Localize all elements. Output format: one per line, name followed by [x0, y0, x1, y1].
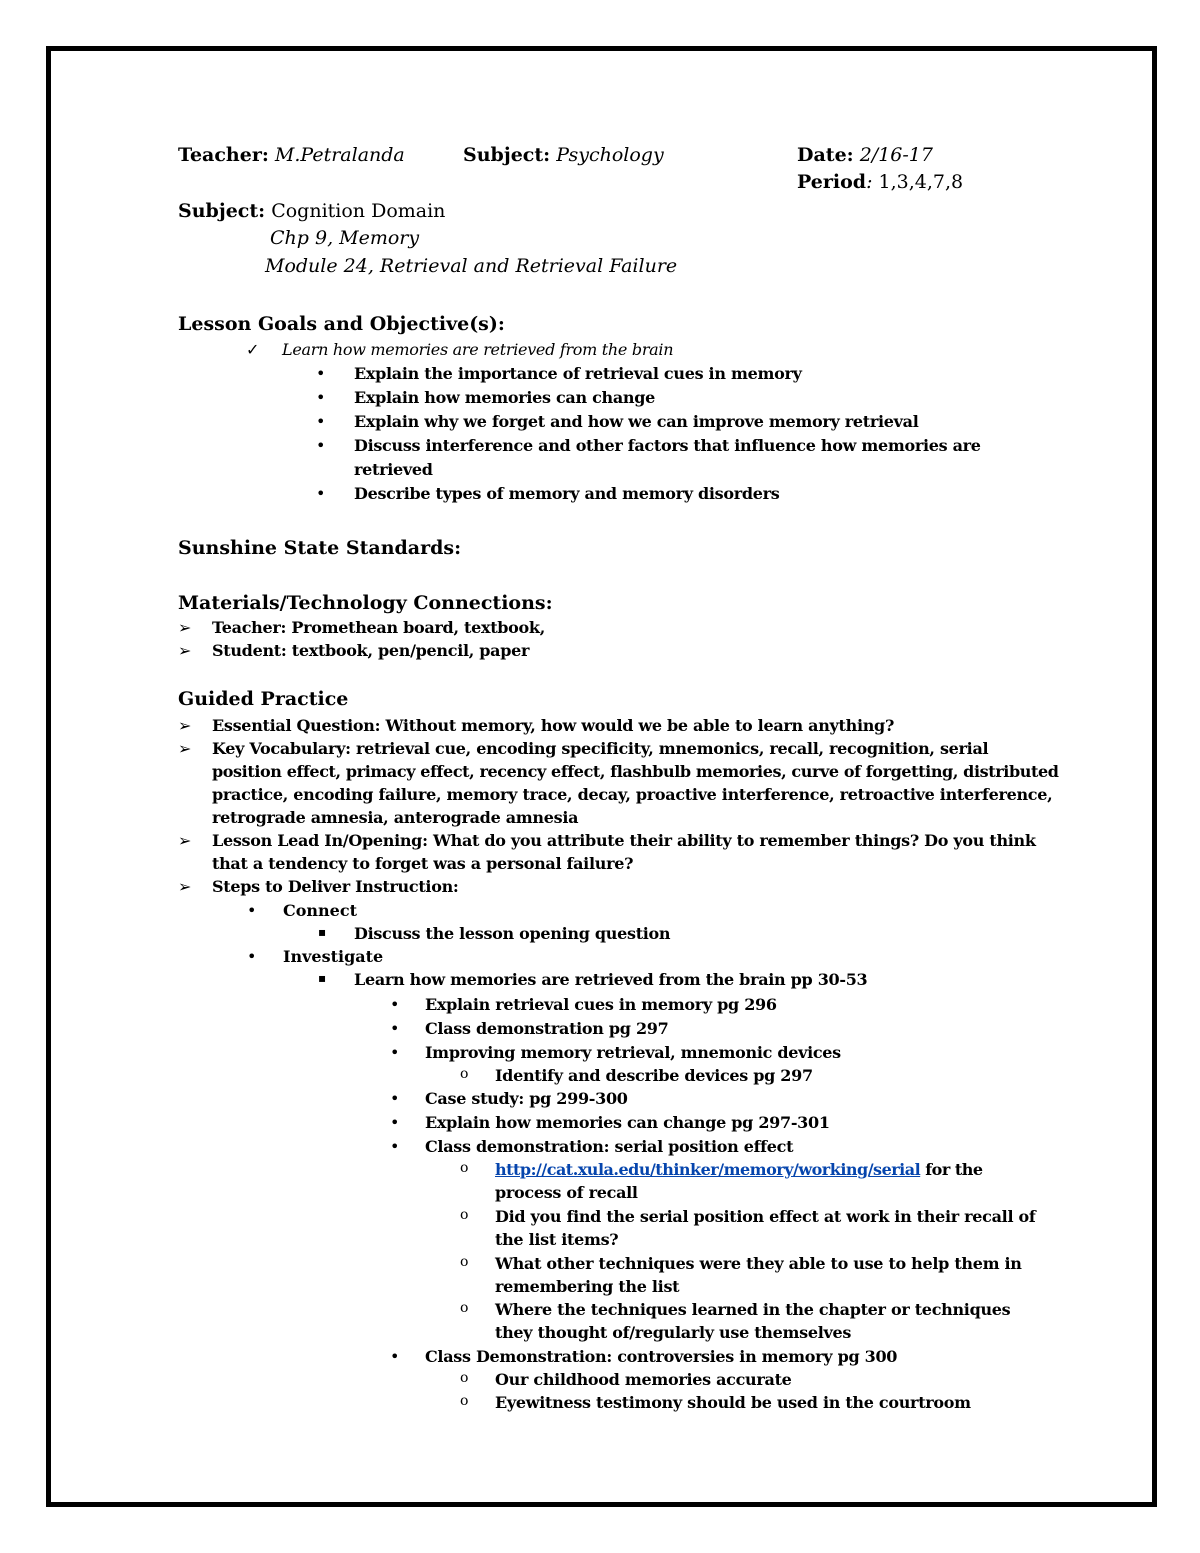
- arrow-icon: ➢: [178, 739, 192, 758]
- date-label: Date:: [797, 144, 854, 166]
- step-investigate-sub: Learn how memories are retrieved from the brain pp 30-53: [354, 970, 868, 989]
- bullet-icon: •: [390, 1043, 400, 1062]
- lead-in-text-1: What do you attribute their ability to remember things? Do you think: [432, 831, 1036, 850]
- period-value: 1,3,4,7,8: [878, 171, 964, 193]
- period-colon: :: [866, 171, 873, 193]
- subject-block-line1: [178, 200, 445, 222]
- bullet-icon: •: [316, 364, 326, 383]
- bullet-icon: •: [390, 1089, 400, 1108]
- serial-q1: Did you find the serial position effect at work in their recall of: [495, 1207, 1036, 1226]
- goal-bullet-4: Discuss interference and other factors that influence how memories are: [354, 436, 981, 455]
- bullet-icon: •: [390, 1347, 400, 1366]
- materials-heading: Materials/Technology Connections:: [178, 592, 553, 614]
- investigate-item-1: Explain retrieval cues in memory pg 296: [425, 995, 777, 1014]
- arrow-icon: ➢: [178, 716, 192, 735]
- essential-question-label: Essential Question:: [212, 716, 381, 735]
- date-field: [797, 144, 933, 166]
- circle-bullet-icon: o: [460, 1160, 469, 1176]
- serial-q2-cont: remembering the list: [495, 1277, 680, 1296]
- serial-q1-cont: the list items?: [495, 1230, 619, 1249]
- step-connect-sub: Discuss the lesson opening question: [354, 924, 671, 943]
- bullet-icon: •: [247, 947, 257, 966]
- lead-in-text-2: that a tendency to forget was a personal failure?: [212, 854, 634, 873]
- teacher-field: [178, 144, 405, 166]
- bullet-icon: •: [390, 1113, 400, 1132]
- key-vocab-text-2: position effect, primacy effect, recency effect, flashbulb memories, curve of forgetting, distributed: [212, 762, 1059, 781]
- bullet-icon: •: [316, 412, 326, 431]
- subject-label: Subject:: [463, 144, 551, 166]
- circle-bullet-icon: o: [460, 1066, 469, 1082]
- goal-bullet-2: Explain how memories can change: [354, 388, 656, 407]
- subject-block-module: Module 24, Retrieval and Retrieval Failure: [265, 255, 678, 277]
- subject-block-label: Subject:: [178, 200, 266, 222]
- circle-bullet-icon: o: [460, 1393, 469, 1409]
- serial-q3-cont: they thought of/regularly use themselves: [495, 1323, 852, 1342]
- bullet-icon: •: [390, 1019, 400, 1038]
- serial-link-suffix: for the: [925, 1160, 983, 1179]
- subject-block-chapter: Chp 9, Memory: [270, 227, 420, 249]
- controversy-2: Eyewitness testimony should be used in the courtroom: [495, 1393, 971, 1412]
- goal-bullet-5: Describe types of memory and memory disorders: [354, 484, 780, 503]
- arrow-icon: ➢: [178, 877, 192, 896]
- materials-item-1: Teacher: Promethean board, textbook,: [212, 618, 545, 637]
- investigate-item-4: Case study: pg 299-300: [425, 1089, 628, 1108]
- step-connect: Connect: [283, 901, 357, 920]
- arrow-icon: ➢: [178, 831, 192, 850]
- teacher-label: Teacher:: [178, 144, 269, 166]
- period-label: Period: [797, 171, 867, 193]
- serial-link-line: [495, 1160, 983, 1179]
- date-value: 2/16-17: [859, 144, 933, 166]
- steps-label: Steps to Deliver Instruction:: [212, 877, 459, 896]
- goal-bullet-1: Explain the importance of retrieval cues in memory: [354, 364, 802, 383]
- materials-item-2: Student: textbook, pen/pencil, paper: [212, 641, 530, 660]
- check-icon: ✓: [246, 340, 260, 359]
- arrow-icon: ➢: [178, 641, 192, 660]
- circle-bullet-icon: o: [460, 1370, 469, 1386]
- key-vocab-text-3: practice, encoding failure, memory trace, decay, proactive interference, retroactive interference,: [212, 785, 1053, 804]
- teacher-value: M.Petralanda: [274, 144, 405, 166]
- essential-question-text: Without memory, how would we be able to learn anything?: [385, 716, 895, 735]
- bullet-icon: •: [390, 1137, 400, 1156]
- investigate-subitem-1: Identify and describe devices pg 297: [495, 1066, 813, 1085]
- bullet-icon: •: [316, 388, 326, 407]
- serial-position-link[interactable]: http://cat.xula.edu/thinker/memory/working/serial: [495, 1160, 921, 1179]
- bullet-icon: •: [316, 484, 326, 503]
- square-bullet-icon: ▪: [318, 925, 327, 939]
- subject-block-value: Cognition Domain: [271, 200, 446, 222]
- circle-bullet-icon: o: [460, 1207, 469, 1223]
- controversy-1: Our childhood memories accurate: [495, 1370, 792, 1389]
- investigate-item-6: Class demonstration: serial position effect: [425, 1137, 794, 1156]
- investigate-item-3: Improving memory retrieval, mnemonic devices: [425, 1043, 841, 1062]
- goal-bullet-3: Explain why we forget and how we can improve memory retrieval: [354, 412, 919, 431]
- serial-q2: What other techniques were they able to use to help them in: [495, 1254, 1022, 1273]
- serial-link-cont: process of recall: [495, 1183, 638, 1202]
- goals-heading: Lesson Goals and Objective(s):: [178, 313, 505, 335]
- lead-in-label: Lesson Lead In/Opening:: [212, 831, 428, 850]
- bullet-icon: •: [316, 436, 326, 455]
- investigate-item-2: Class demonstration pg 297: [425, 1019, 669, 1038]
- bullet-icon: •: [247, 901, 257, 920]
- subject-field: [463, 144, 664, 166]
- standards-heading: Sunshine State Standards:: [178, 537, 462, 559]
- circle-bullet-icon: o: [460, 1254, 469, 1270]
- subject-value: Psychology: [556, 144, 664, 166]
- key-vocab-text-1: retrieval cue, encoding specificity, mnemonics, recall, recognition, serial: [356, 739, 989, 758]
- investigate-item-7: Class Demonstration: controversies in memory pg 300: [425, 1347, 898, 1366]
- square-bullet-icon: ▪: [318, 971, 327, 985]
- period-field: [797, 171, 963, 193]
- lead-in-line1: [212, 831, 1036, 850]
- key-vocab-text-4: retrograde amnesia, anterograde amnesia: [212, 808, 579, 827]
- key-vocab-line1: [212, 739, 988, 758]
- goal-bullet-4-cont: retrieved: [354, 460, 433, 479]
- essential-question: [212, 716, 894, 735]
- serial-q3: Where the techniques learned in the chapter or techniques: [495, 1300, 1011, 1319]
- key-vocab-label: Key Vocabulary:: [212, 739, 351, 758]
- circle-bullet-icon: o: [460, 1300, 469, 1316]
- goal-check-item: Learn how memories are retrieved from the brain: [282, 340, 674, 359]
- step-investigate: Investigate: [283, 947, 384, 966]
- investigate-item-5: Explain how memories can change pg 297-301: [425, 1113, 830, 1132]
- arrow-icon: ➢: [178, 618, 192, 637]
- guided-heading: Guided Practice: [178, 688, 349, 710]
- bullet-icon: •: [390, 995, 400, 1014]
